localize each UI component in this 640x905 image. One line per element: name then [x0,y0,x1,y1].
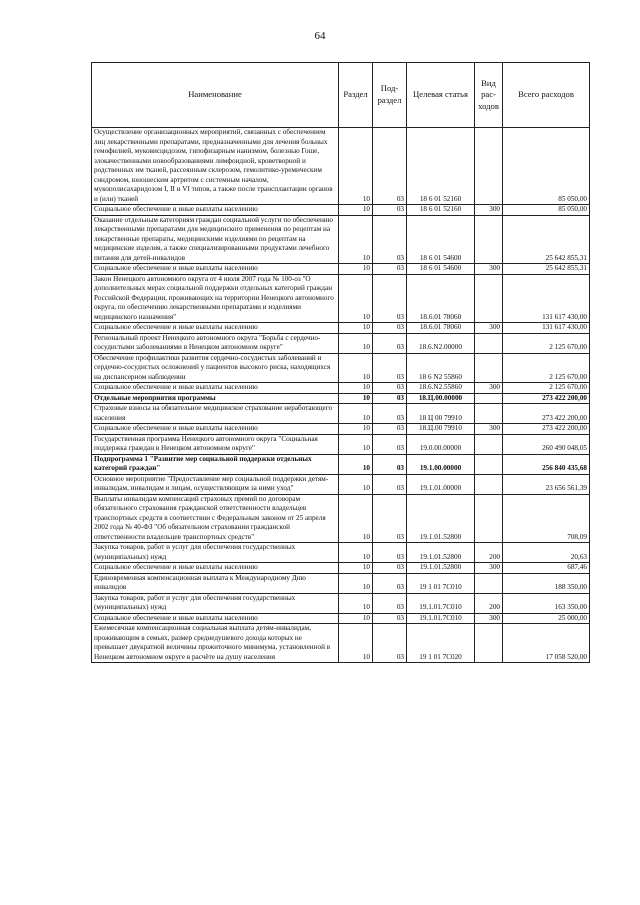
row-subsection: 03 [373,215,407,264]
row-name: Социальное обеспечение и иные выплаты населению [92,383,339,394]
row-target: 18 Ц 00 79910 [407,404,475,424]
row-kind [475,353,503,383]
header-target: Целевая статья [407,63,475,128]
row-name: Социальное обеспечение и иные выплаты населению [92,424,339,435]
row-section: 10 [339,274,373,323]
row-subsection: 03 [373,333,407,353]
row-total: 20,63 [503,543,590,563]
row-subsection: 03 [373,274,407,323]
row-name: Ежемесячная компенсационная социальная выплата детям-инвалидам, проживающим в семьях, размер среднедушевого дохода которых не превышает двукратной величины прожиточного минимума, установленной в Ненецком автономном округе в расчёте на душу населения [92,624,339,663]
header-subsection: Под-раздел [373,63,407,128]
row-kind [475,215,503,264]
row-total: 273 422 200,00 [503,404,590,424]
table-row [92,563,590,574]
table-row [92,323,590,334]
table-row [92,474,590,494]
row-section: 10 [339,543,373,563]
row-subsection: 03 [373,573,407,593]
row-section: 10 [339,424,373,435]
row-subsection: 03 [373,205,407,216]
row-kind: 300 [475,424,503,435]
row-name: Социальное обеспечение и иные выплаты населению [92,205,339,216]
row-total: 2 125 670,00 [503,383,590,394]
row-target: 18 6 N2 55860 [407,353,475,383]
row-subsection: 03 [373,128,407,205]
row-section: 10 [339,205,373,216]
row-name: Основное мероприятие "Предоставление мер социальной поддержки детям-инвалидам, инвалидам и лицам, осуществляющим за ними уход" [92,474,339,494]
row-section: 10 [339,353,373,383]
row-kind [475,454,503,474]
row-total: 131 617 430,00 [503,274,590,323]
row-target: 18.6.01 78060 [407,323,475,334]
header-name: Наименование [92,63,339,128]
row-target: 18 6 01 52160 [407,128,475,205]
row-subsection: 03 [373,543,407,563]
header-section: Раздел [339,63,373,128]
row-subsection: 03 [373,624,407,663]
row-total: 131 617 430,00 [503,323,590,334]
row-section: 10 [339,128,373,205]
row-total: 85 050,00 [503,128,590,205]
row-section: 10 [339,454,373,474]
header-kind: Вид рас-ходов [475,63,503,128]
row-subsection: 03 [373,424,407,435]
row-target: 19.1.01.7С010 [407,593,475,613]
row-target: 19.1.01.7С010 [407,613,475,624]
row-total: 260 490 048,05 [503,434,590,454]
row-target: 19.1.01.52800 [407,563,475,574]
row-name: Государственная программа Ненецкого автономного округа "Социальная поддержка граждан в Ненецком автономном округе" [92,434,339,454]
row-section: 10 [339,393,373,404]
row-target: 18.Ц.00.00000 [407,393,475,404]
header-row [92,63,590,128]
row-kind: 300 [475,563,503,574]
row-subsection: 03 [373,393,407,404]
row-kind [475,494,503,543]
row-subsection: 03 [373,563,407,574]
row-subsection: 03 [373,264,407,275]
row-name: Страховые взносы на обязательное медицинское страхование неработающего населения [92,404,339,424]
table-body [92,128,590,663]
table-row [92,128,590,205]
row-subsection: 03 [373,613,407,624]
row-section: 10 [339,474,373,494]
row-name: Социальное обеспечение и иные выплаты населению [92,563,339,574]
row-target: 18.6.N2.00000 [407,333,475,353]
row-section: 10 [339,333,373,353]
row-section: 10 [339,624,373,663]
row-target: 18 6 01 52160 [407,205,475,216]
row-total: 17 058 520,00 [503,624,590,663]
row-kind: 300 [475,383,503,394]
row-kind: 300 [475,264,503,275]
table-row [92,383,590,394]
table-row [92,424,590,435]
row-section: 10 [339,383,373,394]
row-section: 10 [339,494,373,543]
row-subsection: 03 [373,434,407,454]
row-name: Выплаты инвалидам компенсаций страховых премий по договорам обязательного страхования гражданской ответственности владельцев транспортных средств в соответствии с Федеральным законом от 25 апреля 2002 года № 40-ФЗ "Об обязательном страховании гражданской ответственности владельцев транспортных средств" [92,494,339,543]
row-target: 18.Ц.00 79910 [407,424,475,435]
row-name: Социальное обеспечение и иные выплаты населению [92,264,339,275]
row-target: 19.0.00.00000 [407,434,475,454]
table-row [92,205,590,216]
row-total: 687,46 [503,563,590,574]
table-row [92,264,590,275]
table-row [92,215,590,264]
row-subsection: 03 [373,593,407,613]
table-row [92,393,590,404]
table-row [92,573,590,593]
header-total: Всего расходов [503,63,590,128]
row-name: Оказание отдельным категориям граждан социальной услуги по обеспечению лекарственными препаратами для медицинского применения по рецептам на лекарственные препараты, медицинскими изделиями по рецептам на медицинские изделия, а также специализированными продуктами лечебного питания для детей-инвалидов [92,215,339,264]
table-row [92,624,590,663]
table-row [92,454,590,474]
row-kind [475,474,503,494]
row-name: Закупка товаров, работ и услуг для обеспечения государственных (муниципальных) нужд [92,593,339,613]
table-row [92,353,590,383]
row-section: 10 [339,215,373,264]
row-total: 273 422 200,00 [503,424,590,435]
budget-table [91,62,590,663]
row-subsection: 03 [373,474,407,494]
row-kind [475,434,503,454]
table-row [92,494,590,543]
row-kind [475,333,503,353]
row-total: 85 050,00 [503,205,590,216]
row-target: 19.1.01.00000 [407,474,475,494]
row-name: Закупка товаров, работ и услуг для обеспечения государственных (муниципальных) нужд [92,543,339,563]
row-total: 25 642 855,31 [503,215,590,264]
table-row [92,404,590,424]
row-kind: 200 [475,543,503,563]
table-row [92,593,590,613]
row-kind [475,393,503,404]
row-name: Социальное обеспечение и иные выплаты населению [92,323,339,334]
row-name: Региональный проект Ненецкого автономного округа "Борьба с сердечно-сосудистыми заболеваниями в Ненецком автономном округе" [92,333,339,353]
row-section: 10 [339,323,373,334]
row-section: 10 [339,264,373,275]
row-section: 10 [339,563,373,574]
row-section: 10 [339,434,373,454]
row-name: Отдельные мероприятия программы [92,393,339,404]
row-total: 256 840 435,68 [503,454,590,474]
row-section: 10 [339,613,373,624]
row-name: Закон Ненецкого автономного округа от 4 июля 2007 года № 100-оз "О дополнительных мерах социальной поддержки отдельных категорий граждан Российской Федерации, проживающих на территории Ненецкого автономного округа, по обеспечению лекарственными препаратами и изделиями медицинского назначения" [92,274,339,323]
row-kind [475,573,503,593]
row-section: 10 [339,573,373,593]
row-target: 19.1.01.52800 [407,494,475,543]
row-kind: 300 [475,205,503,216]
row-subsection: 03 [373,353,407,383]
row-name: Единовременная компенсационная выплата к Международному Дню инвалидов [92,573,339,593]
row-name: Социальное обеспечение и иные выплаты населению [92,613,339,624]
row-total: 2 125 670,00 [503,333,590,353]
row-section: 10 [339,593,373,613]
row-kind: 300 [475,323,503,334]
table-row [92,333,590,353]
row-target: 19 1 01 7С020 [407,624,475,663]
row-subsection: 03 [373,383,407,394]
row-target: 18.6.N2.55860 [407,383,475,394]
row-kind [475,624,503,663]
table-row [92,613,590,624]
row-name: Подпрограмма 1 "Развитие мер социальной поддержки отдельных категорий граждан" [92,454,339,474]
row-total: 2 125 670,00 [503,353,590,383]
row-kind: 200 [475,593,503,613]
row-subsection: 03 [373,494,407,543]
row-subsection: 03 [373,454,407,474]
row-total: 708,09 [503,494,590,543]
row-name: Осуществление организационных мероприятий, связанных с обеспечением лиц лекарственными препаратами, предназначенными для лечения больных гемофилией, муковисцидозом, гипофизарным нанизмом, болезнью Гоше, злокачественными новообразованиями лимфоидной, кроветворной и родственных им тканей, рассеянным склерозом, гемолитико-уремическим синдромом, юношеским артритом с системным началом, мукополисахаридозом I, II и VI типов, а также после трансплантации органов и (или) тканей [92,128,339,205]
row-target: 19.1.00.00000 [407,454,475,474]
row-total: 23 656 561,39 [503,474,590,494]
row-target: 18.6.01 78060 [407,274,475,323]
row-target: 19.1.01.52800 [407,543,475,563]
row-name: Обеспечение профилактики развития сердечно-сосудистых заболеваний и сердечно-сосудистых осложнений у пациентов высокого риска, находящихся на диспансерном наблюдении [92,353,339,383]
table-row [92,274,590,323]
row-target: 18 6 01 54600 [407,215,475,264]
row-total: 273 422 200,00 [503,393,590,404]
row-total: 25 000,00 [503,613,590,624]
page-number: 64 [314,30,326,42]
row-total: 188 350,00 [503,573,590,593]
row-kind: 300 [475,613,503,624]
row-kind [475,404,503,424]
row-kind [475,274,503,323]
row-subsection: 03 [373,404,407,424]
row-target: 18 6 01 54600 [407,264,475,275]
row-target: 19 1 01 7С010 [407,573,475,593]
table-row [92,543,590,563]
row-total: 163 350,00 [503,593,590,613]
row-kind [475,128,503,205]
row-subsection: 03 [373,323,407,334]
row-total: 25 642 855,31 [503,264,590,275]
table-row [92,434,590,454]
row-section: 10 [339,404,373,424]
